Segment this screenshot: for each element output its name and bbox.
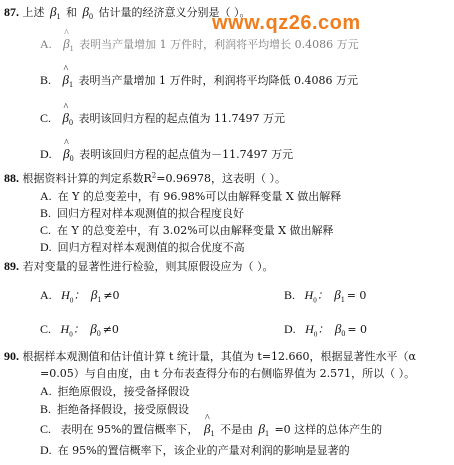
beta-1-symbol: $\beta_1$ bbox=[50, 4, 61, 21]
option-letter: A. bbox=[40, 37, 52, 51]
option-letter: C. bbox=[40, 111, 52, 125]
question-text: =0.05）与自由度，由 t 分布表查得分布的右侧临界值为 2.571，所以（ ）。 bbox=[40, 367, 416, 380]
beta-0-symbol: $\beta_0$ bbox=[82, 4, 93, 21]
beta-1-symbol: $\beta_1$ bbox=[258, 421, 269, 438]
beta-1-hat-symbol: ^ $\beta_1$ bbox=[62, 64, 73, 89]
beta-0-symbol: $\beta_0$ bbox=[334, 321, 346, 338]
option-text: 表明当产量增加 1 万件时，利润将平均降低 0.4086 万元 bbox=[78, 74, 358, 87]
option-text: 回归方程对样本观测值的拟合优度不高 bbox=[57, 241, 245, 254]
option-letter: D. bbox=[40, 147, 52, 161]
question-87 bbox=[4, 4, 250, 21]
option-text: 在 95%的置信概率下，该企业的产量对利润的影响是显著的 bbox=[57, 444, 350, 457]
null-hypothesis-symbol: $H_0$： bbox=[60, 322, 85, 339]
superscript: 2 bbox=[151, 171, 157, 180]
option-89-a[interactable] bbox=[40, 286, 120, 304]
option-87-b[interactable] bbox=[40, 64, 358, 89]
option-text: 在 Y 的总变差中，有 3.02%可以由解释变量 X 做出解释 bbox=[57, 224, 334, 237]
beta-1-symbol: $\beta_1$ bbox=[90, 287, 102, 304]
option-text: 表明该回归方程的起点值为－11.7497 万元 bbox=[79, 148, 294, 161]
option-letter: B. bbox=[40, 73, 52, 87]
option-text: 表明该回归方程的起点值为 11.7497 万元 bbox=[78, 112, 285, 125]
option-89-b[interactable] bbox=[284, 286, 366, 304]
null-hypothesis-symbol: $H_0$： bbox=[61, 288, 86, 305]
option-87-d[interactable] bbox=[40, 138, 294, 163]
null-hypothesis-symbol: $H_0$： bbox=[305, 322, 330, 339]
option-text: 不是由 bbox=[219, 423, 253, 436]
beta-0-hat-symbol: ^ $\beta_0$ bbox=[63, 138, 74, 163]
option-text: 表明在 95%的置信概率下， bbox=[60, 423, 199, 436]
option-text: 拒绝备择假设，接受原假设 bbox=[57, 403, 190, 416]
watermark: www.qz26.com bbox=[212, 12, 361, 34]
option-letter: B. bbox=[284, 288, 296, 302]
option-letter: A. bbox=[40, 384, 52, 398]
question-89 bbox=[4, 258, 274, 274]
option-letter: D. bbox=[40, 240, 52, 254]
option-relation: = 0 bbox=[346, 289, 367, 302]
question-text: 估计量的经济意义分别是（ ）。 bbox=[98, 6, 251, 19]
question-text: 根据资料计算的判定系数R bbox=[22, 172, 152, 185]
option-text: =0 这样的总体产生的 bbox=[274, 423, 383, 436]
question-number: 90. bbox=[4, 349, 19, 363]
question-text: 和 bbox=[65, 6, 77, 19]
option-text: 回归方程对样本观测值的拟合程度良好 bbox=[57, 207, 245, 220]
option-letter: A. bbox=[40, 189, 52, 203]
option-90-b[interactable] bbox=[40, 401, 189, 417]
option-text: 拒绝原假设，接受备择假设 bbox=[57, 385, 190, 398]
beta-1-symbol: $\beta_1$ bbox=[334, 287, 345, 304]
option-87-c[interactable] bbox=[40, 102, 285, 127]
question-88 bbox=[4, 170, 286, 186]
option-88-c[interactable] bbox=[40, 222, 334, 238]
question-90-line-2 bbox=[40, 365, 415, 381]
option-89-d[interactable] bbox=[284, 320, 367, 338]
null-hypothesis-symbol: $H_0$： bbox=[304, 288, 329, 305]
question-number: 87. bbox=[4, 5, 19, 19]
question-text: 上述 bbox=[22, 6, 45, 19]
question-text: 根据样本观测值和估计值计算 t 统计量，其值为 t=12.660，根据显著性水平（α bbox=[22, 350, 416, 363]
option-letter: C. bbox=[40, 322, 52, 336]
option-88-a[interactable] bbox=[40, 188, 341, 204]
option-88-b[interactable] bbox=[40, 205, 244, 221]
option-90-d[interactable] bbox=[40, 442, 350, 458]
beta-0-symbol: $\beta_0$ bbox=[90, 321, 101, 338]
option-relation: ≠0 bbox=[102, 323, 119, 336]
question-text: =0.96978，这表明（ ）。 bbox=[156, 172, 286, 185]
option-letter: C. bbox=[40, 422, 52, 436]
beta-0-hat-symbol: ^ $\beta_0$ bbox=[62, 102, 73, 127]
question-number: 88. bbox=[4, 171, 19, 185]
option-90-c[interactable] bbox=[40, 413, 383, 438]
option-90-a[interactable] bbox=[40, 383, 190, 399]
question-90 bbox=[4, 348, 416, 364]
option-89-c[interactable] bbox=[40, 320, 119, 338]
beta-1-hat-symbol: ^ $\beta_1$ bbox=[63, 28, 74, 53]
option-letter: A. bbox=[40, 288, 52, 302]
option-letter: C. bbox=[40, 223, 52, 237]
option-88-d[interactable] bbox=[40, 239, 245, 255]
question-text: 若对变量的显著性进行检验，则其原假设应为（ ）。 bbox=[22, 260, 274, 273]
question-number: 89. bbox=[4, 259, 19, 273]
option-87-a[interactable] bbox=[40, 28, 359, 53]
option-letter: B. bbox=[40, 402, 52, 416]
option-text: 在 Y 的总变差中，有 96.98%可以由解释变量 X 做出解释 bbox=[57, 190, 342, 203]
option-text: 表明当产量增加 1 万件时，利润将平均增长 0.4086 万元 bbox=[79, 38, 359, 51]
option-letter: D. bbox=[284, 322, 296, 336]
option-letter: D. bbox=[40, 443, 52, 457]
beta-1-hat-symbol: ^ $\beta_1$ bbox=[203, 413, 215, 438]
option-letter: B. bbox=[40, 206, 52, 220]
option-relation: = 0 bbox=[347, 323, 368, 336]
option-relation: ≠0 bbox=[103, 289, 120, 302]
